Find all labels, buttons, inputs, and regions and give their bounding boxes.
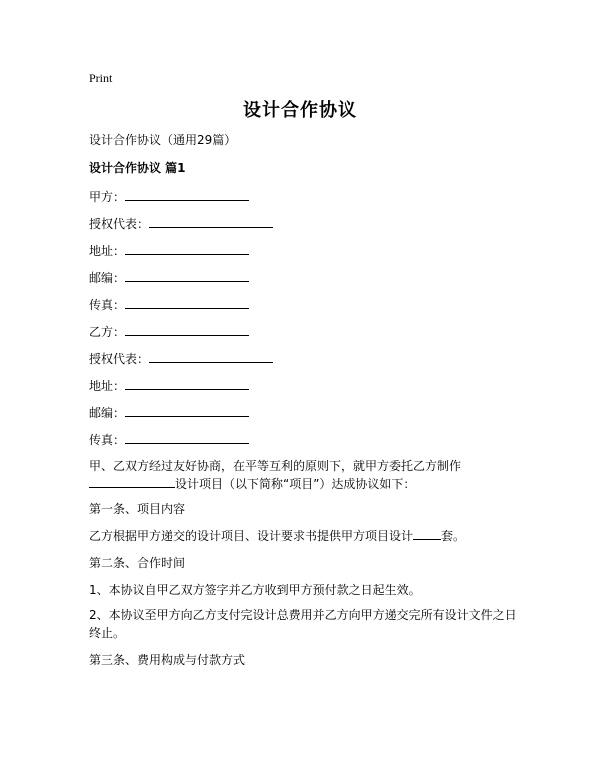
field-party-a — [89, 188, 249, 205]
fill-blank — [125, 323, 249, 336]
field-label: 授权代表： — [89, 352, 150, 366]
article-2-heading: 第二条、合作时间 — [89, 556, 186, 570]
section-heading: 设计合作协议 篇1 — [89, 161, 186, 175]
fill-blank — [125, 269, 249, 282]
article-1-heading: 第一条、项目内容 — [89, 502, 186, 516]
intro-paragraph — [89, 457, 519, 493]
article-2-item-1: 1、本协议自甲乙双方签字并乙方收到甲方预付款之日起生效。 — [89, 583, 421, 597]
field-label: 授权代表： — [89, 217, 150, 231]
intro-line-1: 甲、乙双方经过友好协商，在平等互利的原则下，就甲方委托乙方制作 — [89, 459, 462, 473]
field-party-a-representative — [89, 215, 273, 232]
field-party-b-fax — [89, 431, 249, 448]
field-party-a-postcode — [89, 269, 249, 286]
fill-blank — [149, 350, 273, 363]
field-label: 邮编： — [89, 271, 126, 285]
fill-blank — [149, 215, 273, 228]
fill-blank — [413, 527, 441, 540]
fill-blank — [125, 431, 249, 444]
document-subtitle: 设计合作协议（通用29篇） — [89, 133, 237, 147]
field-party-b-postcode — [89, 404, 249, 421]
field-party-a-fax — [89, 296, 249, 313]
field-party-b — [89, 323, 249, 340]
field-label: 邮编： — [89, 406, 126, 420]
field-party-b-address — [89, 377, 249, 394]
intro-line-2: 设计项目（以下简称“项目”）达成协议如下： — [89, 475, 519, 493]
field-label: 甲方： — [89, 190, 126, 204]
fill-blank — [125, 404, 249, 417]
print-link[interactable]: Print — [89, 71, 113, 85]
fill-blank — [125, 377, 249, 390]
fill-blank — [125, 188, 249, 201]
field-label: 传真： — [89, 433, 126, 447]
fill-blank — [125, 242, 249, 255]
fill-blank — [89, 475, 175, 488]
page-title: 设计合作协议 — [243, 100, 357, 121]
article-2-item-2: 2、本协议至甲方向乙方支付完设计总费用并乙方向甲方递交完所有设计文件之日 终止。 — [89, 608, 517, 640]
fill-blank — [125, 296, 249, 309]
field-party-a-address — [89, 242, 249, 259]
field-party-b-representative — [89, 350, 273, 367]
field-label: 地址： — [89, 244, 126, 258]
field-label: 地址： — [89, 379, 126, 393]
field-label: 传真： — [89, 298, 126, 312]
field-label: 乙方： — [89, 325, 126, 339]
article-3-heading: 第三条、费用构成与付款方式 — [89, 653, 246, 667]
article-1-text: 乙方根据甲方递交的设计项目、设计要求书提供甲方项目设计 套。 — [89, 529, 466, 543]
